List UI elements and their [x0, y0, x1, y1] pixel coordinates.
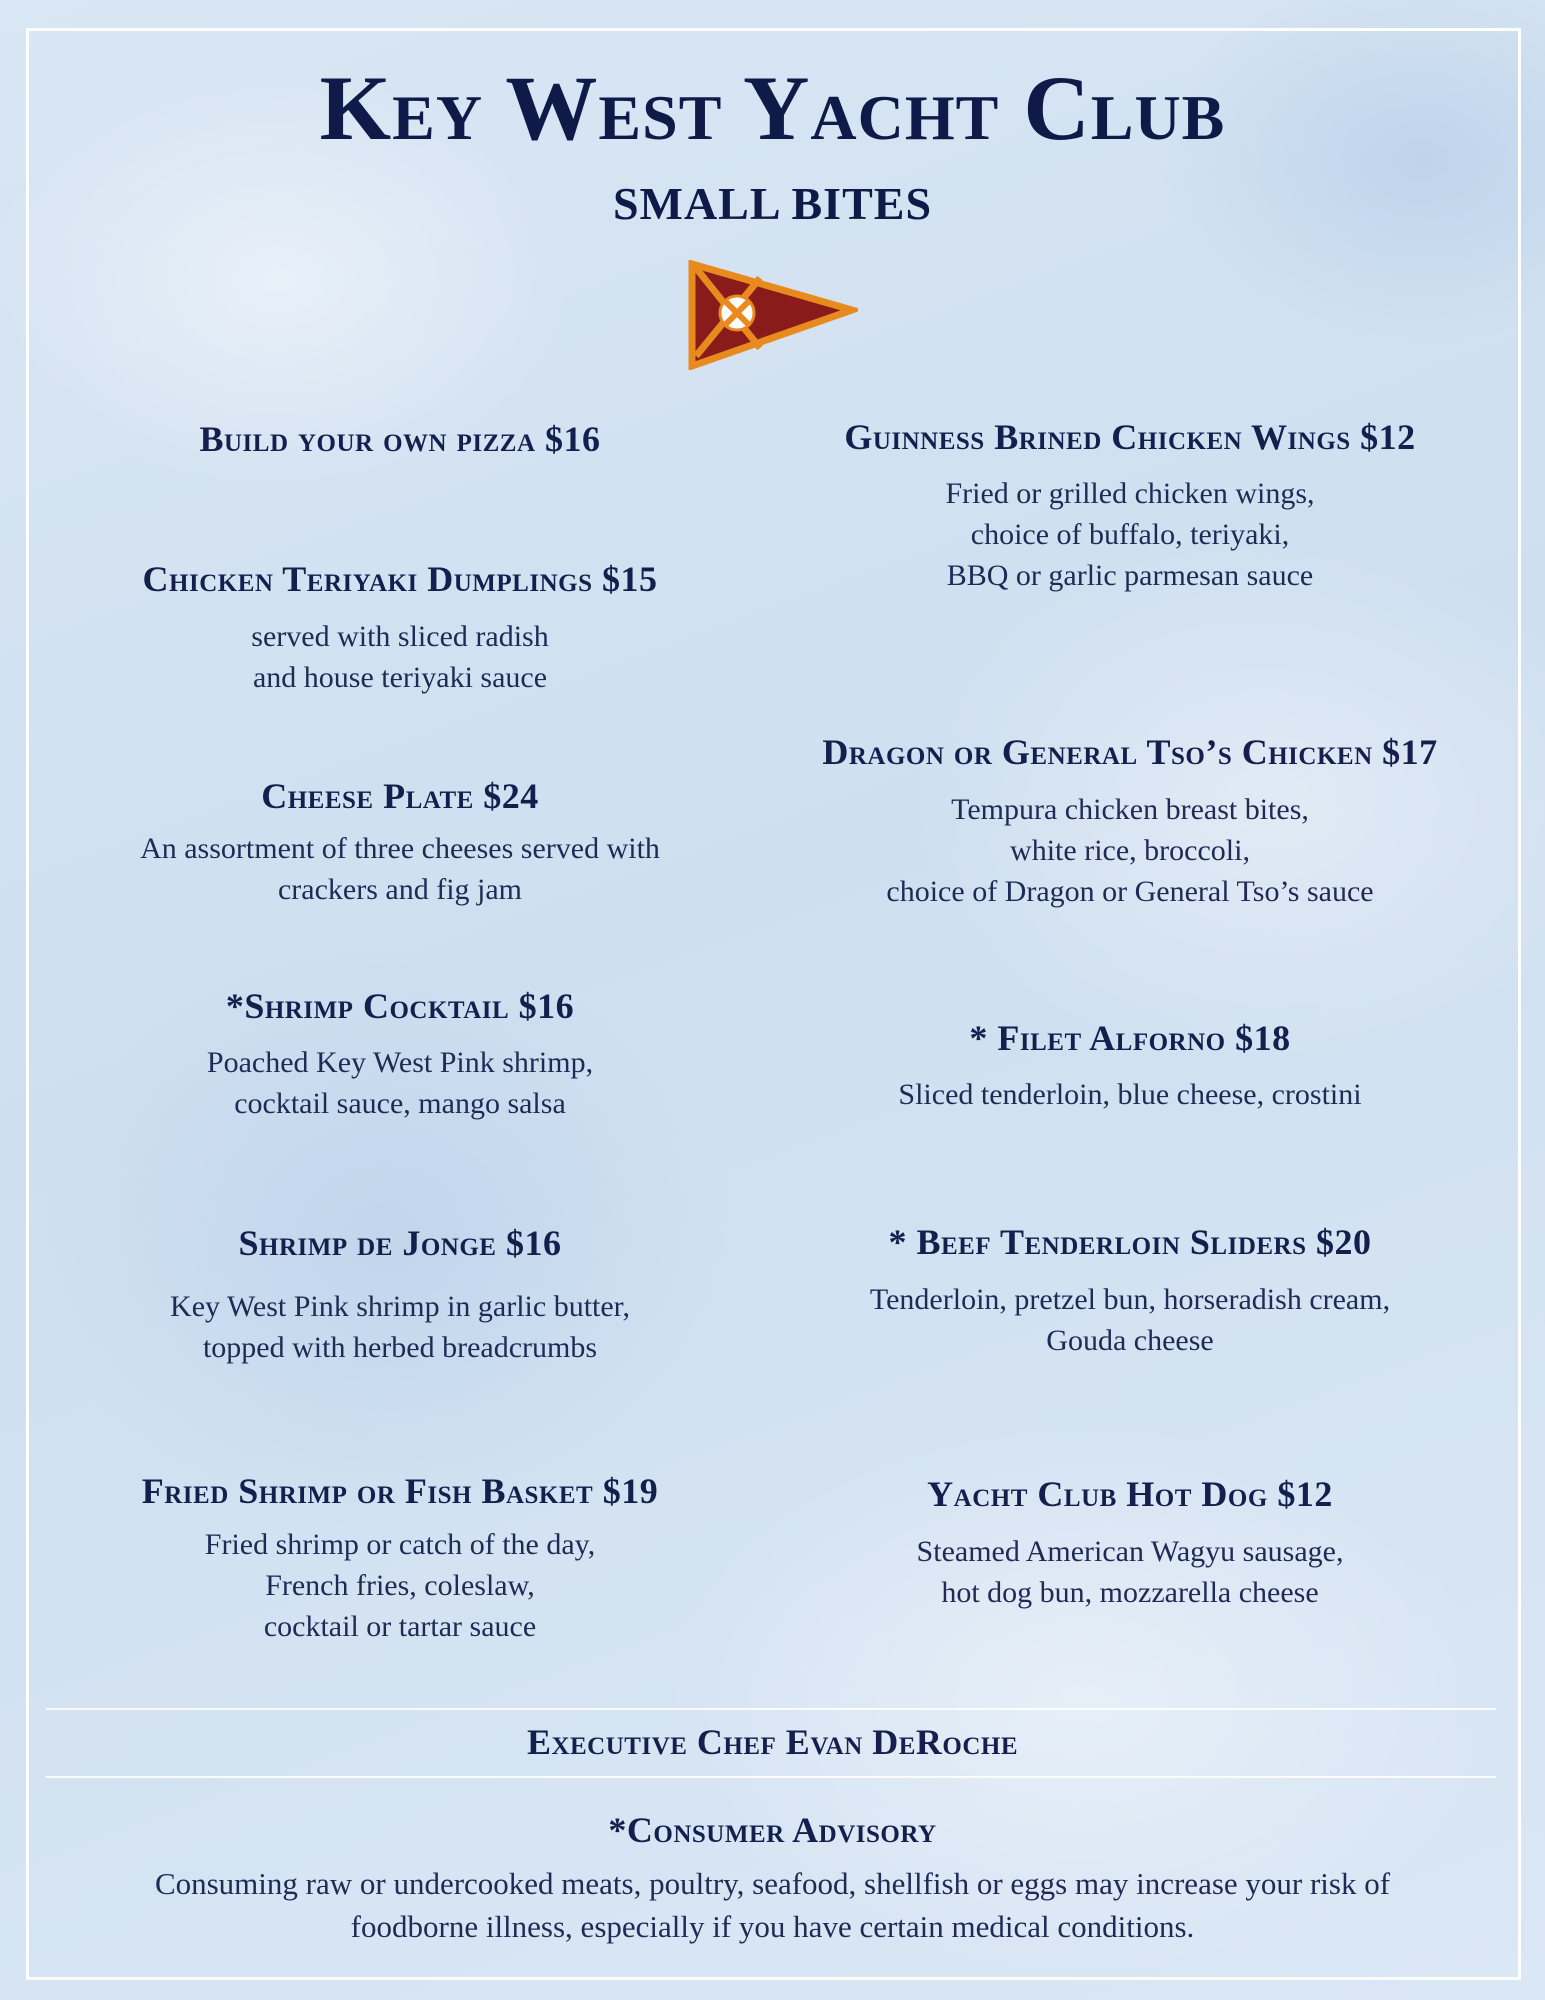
- club-title: Key West Yacht Club: [319, 57, 1226, 159]
- description-line: Fried shrimp or catch of the day,: [204, 1528, 596, 1561]
- divider: [46, 1776, 1496, 1778]
- menu-item-title: * Filet Alforno $18: [969, 1018, 1291, 1058]
- description-line: served with sliced radish: [251, 620, 549, 653]
- description-line: Tempura chicken breast bites,: [951, 793, 1309, 826]
- menu-item-title: Yacht Club Hot Dog $12: [927, 1474, 1333, 1514]
- description-line: Poached Key West Pink shrimp,: [206, 1046, 594, 1079]
- description-line: crackers and fig jam: [277, 873, 523, 906]
- divider: [46, 1708, 1496, 1710]
- description-line: topped with herbed breadcrumbs: [202, 1331, 598, 1364]
- menu-item-description: [760, 789, 1500, 912]
- description-line: Sliced tenderloin, blue cheese, crostini: [898, 1078, 1362, 1111]
- description-line: Gouda cheese: [1046, 1324, 1214, 1357]
- description-line: Steamed American Wagyu sausage,: [916, 1535, 1344, 1568]
- burgee-flag-icon: [688, 260, 858, 370]
- description-line: Key West Pink shrimp in garlic butter,: [170, 1290, 630, 1323]
- description-line: hot dog bun, mozzarella cheese: [941, 1576, 1319, 1609]
- description-line: cocktail sauce, mango salsa: [234, 1087, 566, 1120]
- menu-item-description: [70, 616, 730, 698]
- menu-item-description: [760, 473, 1500, 596]
- menu-item-title: Cheese Plate $24: [261, 776, 539, 816]
- menu-item-description: [760, 1531, 1500, 1613]
- menu-section-title: SMALL BITES: [612, 178, 933, 229]
- description-line: BBQ or garlic parmesan sauce: [946, 559, 1314, 592]
- menu-item-title: Build your own pizza $16: [199, 419, 601, 459]
- description-line: choice of buffalo, teriyaki,: [970, 518, 1290, 551]
- description-line: Fried or grilled chicken wings,: [945, 477, 1315, 510]
- description-line: French fries, coleslaw,: [265, 1569, 535, 1602]
- advisory-line: Consuming raw or undercooked meats, poultry, seafood, shellfish or eggs may increase your risk of: [154, 1866, 1391, 1901]
- description-line: white rice, broccoli,: [1010, 834, 1250, 867]
- advisory-line: foodborne illness, especially if you have certain medical conditions.: [350, 1909, 1195, 1944]
- menu-item-description: [70, 1042, 730, 1124]
- description-line: Tenderloin, pretzel bun, horseradish cream,: [869, 1283, 1391, 1316]
- description-line: An assortment of three cheeses served with: [140, 832, 660, 865]
- menu-item-description: [70, 828, 730, 910]
- menu-item-description: [70, 1286, 730, 1368]
- menu-item-title: Shrimp de Jonge $16: [238, 1223, 562, 1263]
- menu-item-title: *Shrimp Cocktail $16: [225, 986, 575, 1026]
- menu-item-description: [70, 1524, 730, 1647]
- advisory-text: [60, 1862, 1485, 1948]
- description-line: cocktail or tartar sauce: [263, 1610, 537, 1643]
- menu-item-title: Dragon or General Tso’s Chicken $17: [822, 732, 1438, 772]
- menu-item-title: * Beef Tenderloin Sliders $20: [888, 1222, 1372, 1262]
- menu-item-title: Guinness Brined Chicken Wings $12: [844, 417, 1416, 457]
- description-line: choice of Dragon or General Tso’s sauce: [886, 875, 1374, 908]
- menu-item-title: Chicken Teriyaki Dumplings $15: [142, 559, 658, 599]
- menu-item-description: [760, 1074, 1500, 1115]
- executive-chef: Executive Chef Evan DeRoche: [526, 1722, 1019, 1762]
- advisory-title: *Consumer Advisory: [608, 1810, 937, 1850]
- description-line: and house teriyaki sauce: [252, 661, 548, 694]
- menu-item-description: [760, 1279, 1500, 1361]
- menu-item-title: Fried Shrimp or Fish Basket $19: [141, 1471, 659, 1511]
